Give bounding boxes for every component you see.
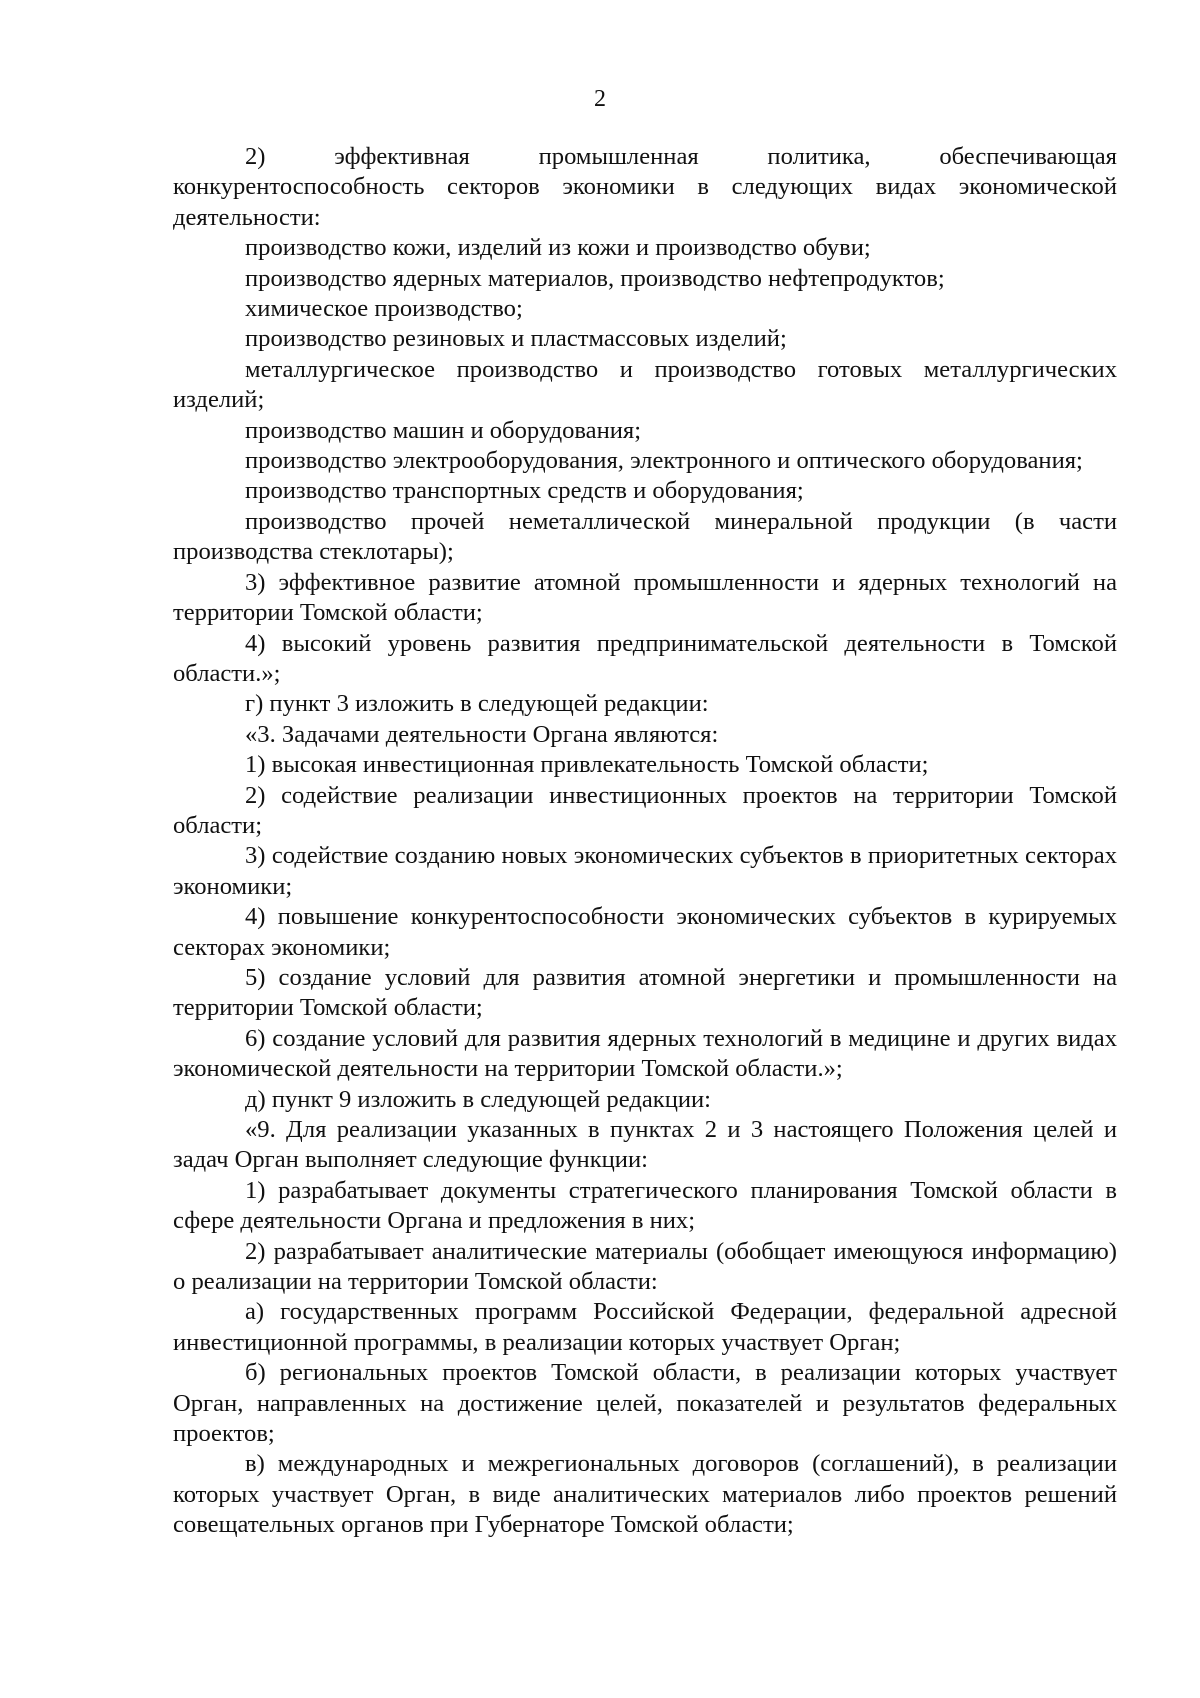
paragraph: производство кожи, изделий из кожи и производство обуви;: [245, 234, 871, 262]
paragraph: 1) разрабатывает документы стратегического планирования Томской области в сфере деятельности Органа и предложения в них;: [173, 1176, 1117, 1235]
paragraph: производство транспортных средств и оборудования;: [245, 477, 804, 505]
document-body: [173, 142, 1117, 1541]
paragraph: 2) содействие реализации инвестиционных проектов на территории Томской области;: [173, 781, 1117, 839]
paragraph: д) пункт 9 изложить в следующей редакции:: [245, 1085, 712, 1113]
paragraph: б) региональных проектов Томской области, в реализации которых участвует Орган, направленных на достижение целей, показателей и результатов федеральных проектов;: [173, 1359, 1117, 1448]
paragraph: металлургическое производство и производство готовых металлургических изделий;: [173, 355, 1117, 414]
paragraph: 1) высокая инвестиционная привлекательность Томской области;: [245, 751, 929, 779]
paragraph: г) пункт 3 изложить в следующей редакции:: [245, 690, 709, 718]
paragraph: 2) разрабатывает аналитические материалы (обобщает имеющуюся информацию) о реализации на территории Томской области:: [173, 1237, 1117, 1296]
paragraph: 3) содействие созданию новых экономических субъектов в приоритетных секторах экономики;: [173, 842, 1117, 900]
paragraph: 5) создание условий для развития атомной энергетики и промышленности на территории Томской области;: [173, 963, 1117, 1022]
paragraph: 2) эффективная промышленная политика, обеспечивающая конкурентоспособность секторов экономики в следующих видах экономической деятельности:: [173, 143, 1117, 231]
paragraph: производство машин и оборудования;: [245, 416, 642, 444]
paragraph: химическое производство;: [245, 295, 523, 323]
paragraph: «9. Для реализации указанных в пунктах 2 и 3 настоящего Положения целей и задач Орган выполняет следующие функции:: [173, 1116, 1117, 1174]
paragraph: «3. Задачами деятельности Органа являются:: [245, 720, 719, 748]
paragraph: производство ядерных материалов, производство нефтепродуктов;: [245, 264, 945, 292]
paragraph: производство резиновых и пластмассовых изделий;: [245, 325, 787, 353]
paragraph: производство электрооборудования, электронного и оптического оборудования;: [245, 447, 1083, 475]
paragraph: 3) эффективное развитие атомной промышленности и ядерных технологий на территории Томской области;: [173, 568, 1117, 627]
paragraph: а) государственных программ Российской Федерации, федеральной адресной инвестиционной программы, в реализации которых участвует Орган;: [173, 1298, 1117, 1356]
paragraph: производство прочей неметаллической минеральной продукции (в части производства стеклотары);: [173, 507, 1117, 566]
paragraph: 4) высокий уровень развития предпринимательской деятельности в Томской области.»;: [173, 629, 1117, 687]
paragraph: в) международных и межрегиональных договоров (соглашений), в реализации которых участвует Орган, в виде аналитических материалов либо проектов решений совещательных органов при Губернаторе Томской области;: [173, 1450, 1117, 1539]
page-number: 2: [594, 86, 606, 112]
paragraph: 6) создание условий для развития ядерных технологий в медицине и других видах экономической деятельности на территории Томской области.»;: [173, 1024, 1117, 1083]
paragraph: 4) повышение конкурентоспособности экономических субъектов в курируемых секторах экономики;: [173, 903, 1117, 961]
